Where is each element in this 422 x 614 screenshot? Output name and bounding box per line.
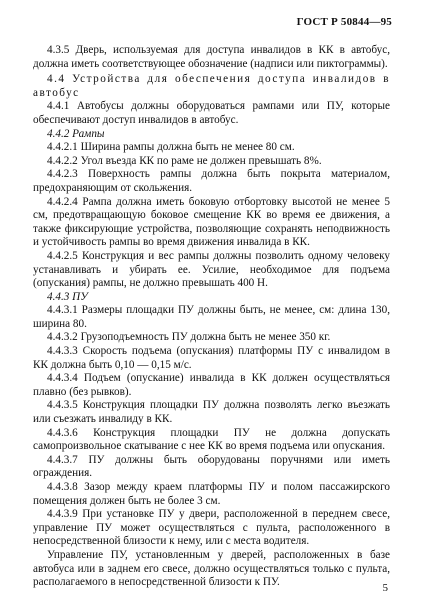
clause-4-4-2-1: 4.4.2.1 Ширина рампы должна быть не менее 80 см.	[47, 141, 295, 154]
subsection-heading-4-4-3: 4.4.3 ПУ	[47, 290, 88, 303]
clause-4-4-2-3: 4.4.2.3 Поверхность рампы должна быть покрыта материалом, предохраняющим от скольжения.	[33, 168, 390, 194]
clause-4-4-3-9: 4.4.3.9 При установке ПУ у двери, расположенной в переднем свесе, управление ПУ может осуществляться с пульта, расположенного в непосредственной близости к нему, или с места водителя.	[33, 508, 390, 548]
clause-control-panel: Управление ПУ, установленным у дверей, расположенных в базе автобуса или в заднем его свесе, должно осуществляться только с пульта, располагаемого в непосредственной близости к ПУ.	[33, 548, 390, 589]
clause-4-4-3-7: 4.4.3.7 ПУ должны быть оборудованы поручнями или иметь ограждения.	[33, 453, 390, 480]
clause-4-4-3-5: 4.4.3.5 Конструкция площадки ПУ должна позволять легко въезжать или съезжать инвалиду в КК.	[33, 399, 390, 426]
clause-4-4-3-4: 4.4.3.4 Подъем (опускание) инвалида в КК должен осуществляться плавно (без рывков).	[33, 372, 390, 398]
section-heading-4-4: 4.4 Устройства для обеспечения доступа инвалидов в автобус	[33, 73, 390, 99]
clause-4-4-2-5: 4.4.2.5 Конструкция и вес рампы должны позволить одному человеку устанавливать и убирать ее. Усилие, необходимое для подъема (опускания) рампы, не должно превышать 400 Н.	[33, 249, 390, 290]
clause-4-4-3-6: 4.4.3.6 Конструкция площадки ПУ не должна допускать самопроизвольное скатывание с нее КК во время подъема или опускания.	[33, 426, 390, 453]
page-number: 5	[382, 582, 388, 595]
clause-4-4-3-2: 4.4.3.2 Грузоподъемность ПУ должна быть не менее 350 кг.	[47, 331, 331, 344]
clause-4-4-2-4: 4.4.2.4 Рампа должна иметь боковую отбортовку высотой не менее 5 см, предотвращающую боковое смещение КК во время ее движения, а также фиксирующие устройства, позволяющие сохранять неподвижность и устойчивость рампы во время движения инвалида в КК.	[33, 195, 390, 249]
clause-4-4-3-3: 4.4.3.3 Скорость подъема (опускания) платформы ПУ с инвалидом в КК должна быть 0,10 — 0,15 м/с.	[33, 345, 390, 371]
clause-4-3-5: 4.3.5 Дверь, используемая для доступа инвалидов в КК в автобус, должна иметь соответствующее обозначение (надписи или пиктограммы).	[33, 44, 390, 70]
clause-4-4-1: 4.4.1 Автобусы должны оборудоваться рампами или ПУ, которые обеспечивают доступ инвалидов в автобус.	[33, 100, 390, 126]
clause-4-4-3-8: 4.4.3.8 Зазор между краем платформы ПУ и полом пассажирского помещения должен быть не более 3 см.	[33, 481, 390, 507]
subsection-heading-4-4-2: 4.4.2 Рампы	[47, 127, 105, 140]
clause-4-4-2-2: 4.4.2.2 Угол въезда КК по раме не должен превышать 8%.	[47, 154, 322, 167]
clause-4-4-3-1: 4.4.3.1 Размеры площадки ПУ должны быть, не менее, см: длина 130, ширина 80.	[33, 304, 390, 330]
standard-designation: ГОСТ Р 50844—95	[296, 16, 392, 28]
document-body	[33, 44, 390, 590]
